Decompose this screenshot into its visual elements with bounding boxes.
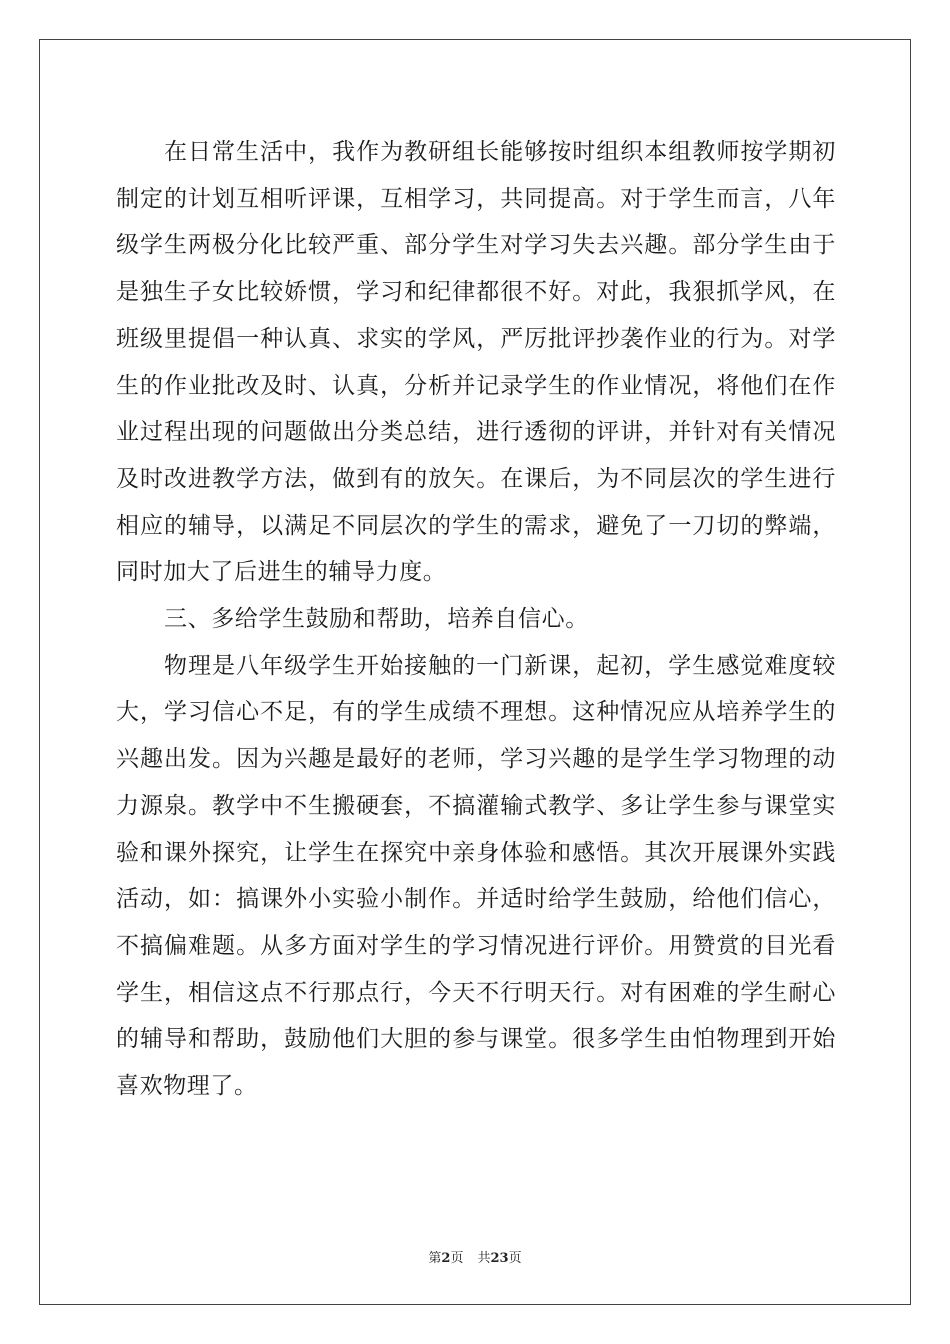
page-footer	[0, 1247, 950, 1266]
document-body	[116, 129, 836, 1110]
section-heading-encouragement: 三、多给学生鼓励和帮助，培养自信心。	[164, 606, 589, 633]
total-suffix: 页	[508, 1251, 522, 1266]
paragraph-teaching-research: 在日常生活中，我作为教研组长能够按时组织本组教师按学期初制定的计划互相听评课，互相学习，共同提高。对于学生而言，八年级学生两极分化比较严重、部分学生对学习失去兴趣。部分学生由于是独生子女比较娇惯，学习和纪律都很不好。对此，我狠抓学风，在班级里提倡一种认真、求实的学风，严厉批评抄袭作业的行为。对学生的作业批改及时、认真，分析并记录学生的作业情况，将他们在作业过程出现的问题做出分类总结，进行透彻的评讲，并针对有关情况及时改进教学方法，做到有的放矢。在课后，为不同层次的学生进行相应的辅导，以满足不同层次的学生的需求，避免了一刀切的弊端，同时加大了后进生的辅导力度。	[116, 139, 836, 586]
page-prefix: 第	[428, 1251, 442, 1266]
total-page-count: 23	[490, 1251, 509, 1266]
total-prefix: 共	[477, 1251, 491, 1266]
page-suffix: 页	[450, 1251, 464, 1266]
paragraph-physics-interest: 物理是八年级学生开始接触的一门新课，起初，学生感觉难度较大，学习信心不足，有的学生成绩不理想。这种情况应从培养学生的兴趣出发。因为兴趣是最好的老师，学习兴趣的是学生学习物理的动力源泉。教学中不生搬硬套，不搞灌输式教学、多让学生参与课堂实验和课外探究，让学生在探究中亲身体验和感悟。其次开展课外实践活动，如：搞课外小实验小制作。并适时给学生鼓励，给他们信心，不搞偏难题。从多方面对学生的学习情况进行评价。用赞赏的目光看学生，相信这点不行那点行，今天不行明天行。对有困难的学生耐心的辅导和帮助，鼓励他们大胆的参与课堂。很多学生由怕物理到开始喜欢物理了。	[116, 652, 836, 1100]
current-page-number: 2	[441, 1251, 451, 1266]
